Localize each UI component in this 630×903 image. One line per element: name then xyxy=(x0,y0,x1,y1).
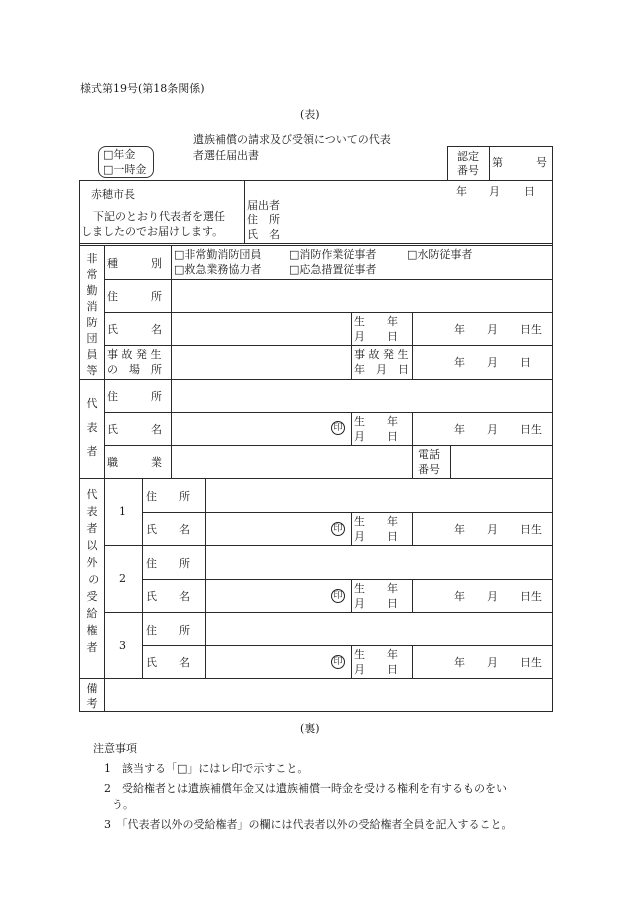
s1-type-opt-1[interactable]: □非常勤消防団員 xyxy=(174,248,262,261)
s2-birth-value: 年 月 日生 xyxy=(454,423,542,436)
s3-label: 代 表 者 以 外 の 受 給 権 者 xyxy=(86,488,100,655)
s1-address-label: 住 所 xyxy=(107,290,162,303)
s1-type-opt-2[interactable]: □消防作業従事者 xyxy=(289,248,377,261)
form-title-line1: 遺族補償の請求及び受領についての代表 xyxy=(193,133,391,146)
s3-entry2-birth-label: 生 年 月 日 xyxy=(354,582,398,610)
s3-entry3-no: 3 xyxy=(119,639,126,652)
s2-occupation-label: 職 業 xyxy=(107,456,162,469)
s3-col-a xyxy=(104,478,105,679)
s2-col-e xyxy=(450,445,451,479)
s3-entry1-birth-label: 生 年 月 日 xyxy=(354,515,398,543)
s3-entry2-name-label: 氏 名 xyxy=(146,590,190,603)
declaration-line2: しましたのでお届けします。 xyxy=(81,225,224,238)
s1-type-opt-4[interactable]: □救急業務協力者 xyxy=(174,263,262,276)
date-month: 月 xyxy=(489,185,500,198)
s1-type-opt-3[interactable]: □水防従事者 xyxy=(407,248,473,261)
s3-entry1-name-label: 氏 名 xyxy=(146,523,190,536)
s1-type-opt-5[interactable]: □応急措置従事者 xyxy=(289,263,377,276)
approval-box-right xyxy=(552,146,553,181)
s2-col-d xyxy=(412,412,413,479)
note-3: 3 「代表者以外の受給権者」の欄には代表者以外の受給権者全員を記入すること。 xyxy=(104,818,513,831)
s2-name-label: 氏 名 xyxy=(107,423,162,436)
s3-col-e1 xyxy=(412,512,413,545)
addressee: 赤穂市長 xyxy=(91,188,135,201)
s3-col-d1 xyxy=(351,512,352,545)
form-title-line2: 者選任届出書 xyxy=(193,149,259,162)
date-day: 日 xyxy=(524,185,535,198)
s1-accident-date-label: 事 故 発 生 年 月 日 xyxy=(354,348,409,376)
s3-row-2a xyxy=(142,579,553,580)
s3-entry2-seal-icon: 印 xyxy=(331,589,345,603)
date-year: 年 xyxy=(456,185,467,198)
s3-entry3-birth-label: 生 年 月 日 xyxy=(354,648,398,676)
s2-row-1 xyxy=(104,412,553,413)
s3-entry3-birth-value: 年 月 日生 xyxy=(454,656,542,669)
s3-col-e2 xyxy=(412,579,413,612)
s3-col-e3 xyxy=(412,645,413,679)
approval-box-top xyxy=(447,146,553,147)
approval-suffix: 号 xyxy=(536,156,547,169)
submitter-name-label: 氏 名 xyxy=(247,228,280,241)
s2-col-b xyxy=(171,379,172,479)
option-annuity[interactable]: □年金 xyxy=(103,148,136,161)
s1-row-2 xyxy=(104,312,553,313)
s3-col-d2 xyxy=(351,579,352,612)
s3-row-1a xyxy=(142,512,553,513)
s2-birth-label: 生 年 月 日 xyxy=(354,415,398,443)
s3-col-d3 xyxy=(351,645,352,679)
s3-row-2b xyxy=(104,612,553,613)
s1-type-label: 種 別 xyxy=(107,257,162,270)
submitter-address-label: 住 所 xyxy=(247,213,280,226)
s3-bottom xyxy=(79,678,553,679)
note-1: 1 該当する「□」にはレ印で示すこと。 xyxy=(104,762,309,775)
s2-col-a xyxy=(104,379,105,479)
s1-bottom xyxy=(79,379,553,380)
s2-phone-label: 電話 番号 xyxy=(418,448,440,476)
approval-label: 認定 番号 xyxy=(457,150,479,178)
frame-bottom xyxy=(79,711,553,712)
s3-entry3-name-label: 氏 名 xyxy=(146,656,190,669)
s2-col-c xyxy=(351,412,352,445)
s3-row-1b xyxy=(104,545,553,546)
s3-entry1-address-label: 住 所 xyxy=(146,490,190,503)
frame-right xyxy=(552,180,553,712)
option-lumpsum[interactable]: □一時金 xyxy=(103,163,147,176)
s2-label: 代 表 者 xyxy=(86,397,98,459)
header-divider xyxy=(244,180,245,243)
remarks-divider xyxy=(104,678,105,711)
s2-bottom xyxy=(79,478,553,479)
note-2-cont: う。 xyxy=(112,798,134,811)
s1-row-3 xyxy=(104,345,553,346)
header-rule-1 xyxy=(79,243,553,244)
s1-col-c xyxy=(351,312,352,380)
front-label: (表) xyxy=(300,108,320,121)
s2-address-label: 住 所 xyxy=(107,390,162,403)
s1-accident-place-label: 事 故 発 生 の 場 所 xyxy=(107,348,162,376)
header-rule-2 xyxy=(79,245,553,246)
approval-box-left xyxy=(447,146,448,181)
s1-label: 非 常 勤 消 防 団 員 等 xyxy=(86,252,98,377)
s3-entry2-no: 2 xyxy=(119,572,126,585)
s1-name-label: 氏 名 xyxy=(107,323,162,336)
s3-entry1-seal-icon: 印 xyxy=(331,522,345,536)
submitter-label: 届出者 xyxy=(247,199,280,212)
s1-birth-label: 生 年 月 日 xyxy=(354,315,398,343)
s1-birth-value: 年 月 日生 xyxy=(454,323,542,336)
s2-seal-icon: 印 xyxy=(331,421,345,435)
s3-entry2-birth-value: 年 月 日生 xyxy=(454,590,542,603)
frame-top xyxy=(79,180,553,181)
approval-box-mid xyxy=(489,146,490,181)
remarks-label: 備 考 xyxy=(86,682,98,710)
s3-entry3-seal-icon: 印 xyxy=(331,655,345,669)
s1-row-1 xyxy=(104,279,553,280)
s3-entry1-birth-value: 年 月 日生 xyxy=(454,523,542,536)
s3-entry3-address-label: 住 所 xyxy=(146,624,190,637)
s1-accident-date-value: 年 月 日 xyxy=(454,356,531,369)
form-number: 様式第19号(第18条関係) xyxy=(80,82,205,95)
s3-row-3a xyxy=(142,645,553,646)
back-label: (裏) xyxy=(300,722,320,735)
frame-left xyxy=(79,180,80,712)
note-2: 2 受給権者とは遺族補償年金又は遺族補償一時金を受ける権利を有するものをい xyxy=(104,782,507,795)
s3-entry2-address-label: 住 所 xyxy=(146,557,190,570)
approval-prefix: 第 xyxy=(492,156,503,169)
notes-heading: 注意事項 xyxy=(93,742,137,755)
s2-row-2 xyxy=(104,445,553,446)
declaration-line1: 下記のとおり代表者を選任 xyxy=(93,210,225,223)
s1-col-d xyxy=(412,312,413,380)
s3-entry1-no: 1 xyxy=(119,505,126,518)
